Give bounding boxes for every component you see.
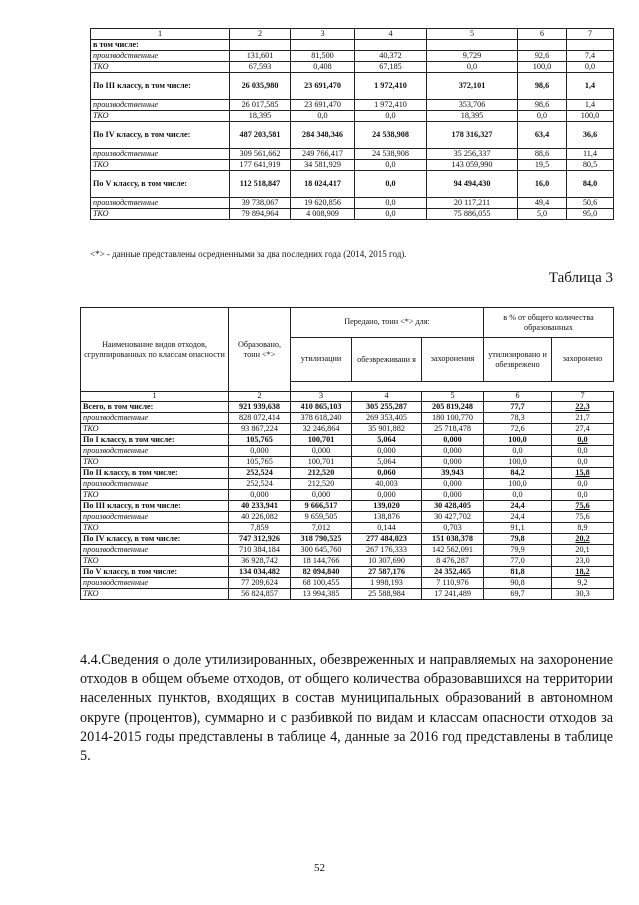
table-cell: 0,0 bbox=[552, 457, 614, 468]
table-cell: 20,2 bbox=[552, 534, 614, 545]
row-label: производственные bbox=[91, 100, 230, 111]
col-head-neutral: обезвреживани я bbox=[352, 338, 422, 382]
column-number: 4 bbox=[352, 392, 422, 402]
table-cell: 7 110,976 bbox=[422, 578, 484, 589]
table-cell: 27,4 bbox=[552, 424, 614, 435]
table-cell: 11,4 bbox=[567, 149, 614, 160]
table-cell: 0,000 bbox=[422, 457, 484, 468]
table-cell: 0,0 bbox=[552, 479, 614, 490]
table-cell: 828 072,414 bbox=[229, 413, 291, 424]
table-cell: 5,064 bbox=[352, 457, 422, 468]
row-label: По V классу, в том числе: bbox=[81, 567, 229, 578]
row-label: Всего, в том числе: bbox=[81, 402, 229, 413]
column-number: 7 bbox=[567, 29, 614, 40]
table-cell: 4 008,909 bbox=[291, 209, 355, 220]
table-cell: 22,3 bbox=[552, 402, 614, 413]
row-label: ТКО bbox=[81, 424, 229, 435]
table-cell: 72,6 bbox=[484, 424, 552, 435]
table-cell: 49,4 bbox=[518, 198, 567, 209]
table-row bbox=[91, 209, 614, 220]
table-cell: 39,943 bbox=[422, 468, 484, 479]
table-cell: 0,0 bbox=[355, 198, 427, 209]
table-cell: 34 581,929 bbox=[291, 160, 355, 171]
column-number: 5 bbox=[422, 392, 484, 402]
table-cell: 95,0 bbox=[567, 209, 614, 220]
table-cell: 16,0 bbox=[518, 171, 567, 198]
table-cell: 0,0 bbox=[484, 490, 552, 501]
row-label: производственные bbox=[81, 413, 229, 424]
table-cell: 284 348,346 bbox=[291, 122, 355, 149]
table-row bbox=[81, 556, 614, 567]
table-cell: 80,5 bbox=[567, 160, 614, 171]
col-head-formed: Образовано, тонн <*> bbox=[229, 308, 291, 392]
table-cell: 9,2 bbox=[552, 578, 614, 589]
table-cell: 318 790,525 bbox=[291, 534, 352, 545]
column-number: 1 bbox=[81, 392, 229, 402]
column-number: 6 bbox=[484, 392, 552, 402]
table-cell: 9,729 bbox=[427, 51, 518, 62]
table-row bbox=[81, 435, 614, 446]
table-row bbox=[81, 413, 614, 424]
table-cell: 90,8 bbox=[484, 578, 552, 589]
table-cell: 75,6 bbox=[552, 512, 614, 523]
table-cell: 84,0 bbox=[567, 171, 614, 198]
table-row bbox=[81, 457, 614, 468]
table-cell: 134 034,482 bbox=[229, 567, 291, 578]
table-cell: 24,4 bbox=[484, 512, 552, 523]
table-row bbox=[81, 523, 614, 534]
table-cell bbox=[291, 40, 355, 51]
table-header-row bbox=[91, 29, 614, 40]
table-row bbox=[91, 171, 614, 198]
table-cell: 81,500 bbox=[291, 51, 355, 62]
row-label: производственные bbox=[81, 545, 229, 556]
row-label: По IV классу, в том числе: bbox=[91, 122, 230, 149]
table-row bbox=[91, 73, 614, 100]
column-number: 3 bbox=[291, 29, 355, 40]
col-head-pct-util: утилизировано и обезврежено bbox=[484, 338, 552, 382]
table-cell: 67,185 bbox=[355, 62, 427, 73]
table-cell: 0,0 bbox=[355, 209, 427, 220]
row-label: ТКО bbox=[81, 490, 229, 501]
table-cell: 143 059,990 bbox=[427, 160, 518, 171]
table-row bbox=[91, 198, 614, 209]
column-number: 2 bbox=[230, 29, 291, 40]
table-cell: 35 256,337 bbox=[427, 149, 518, 160]
table-cell: 67,593 bbox=[230, 62, 291, 73]
col-head-name: Наименование видов отходов, сгруппированных по классам опасности bbox=[81, 308, 229, 392]
table-cell: 0,000 bbox=[352, 446, 422, 457]
table-cell: 0,000 bbox=[422, 479, 484, 490]
table-cell: 309 561,662 bbox=[230, 149, 291, 160]
table-cell: 100,701 bbox=[291, 435, 352, 446]
row-label: ТКО bbox=[81, 457, 229, 468]
table-cell: 267 176,333 bbox=[352, 545, 422, 556]
table-cell: 0,0 bbox=[484, 446, 552, 457]
table-cell: 0,0 bbox=[552, 446, 614, 457]
table-cell: 24,4 bbox=[484, 501, 552, 512]
row-label: ТКО bbox=[91, 111, 230, 122]
row-label: производственные bbox=[81, 479, 229, 490]
table-cell: 112 518,847 bbox=[230, 171, 291, 198]
row-label: По III классу, в том числе: bbox=[81, 501, 229, 512]
table-cell: 100,0 bbox=[484, 457, 552, 468]
table-cell: 24 352,465 bbox=[422, 567, 484, 578]
section-paragraph: 4.4.Сведения о доле утилизированных, обезвреженных и направляемых на захоронение отходов в общем объеме отходов, от общего количества образовавшихся на территории населенных пунктов, входящих в состав муниципальных образований в автономном округе (процентов), суммарно и с разбивкой по видам и классам опасности отходов за 2014-2015 годы представлены в таблице 4, данные за 2016 год представлены в таблице 5. bbox=[80, 652, 613, 765]
table-cell: 1 972,410 bbox=[355, 73, 427, 100]
table-cell: 178 316,327 bbox=[427, 122, 518, 149]
table-cell: 0,000 bbox=[229, 446, 291, 457]
table-cell: 249 766,417 bbox=[291, 149, 355, 160]
table-cell: 105,765 bbox=[229, 435, 291, 446]
table-row bbox=[81, 402, 614, 413]
table-cell: 487 203,581 bbox=[230, 122, 291, 149]
table-cell: 0,000 bbox=[422, 490, 484, 501]
table-cell: 19,5 bbox=[518, 160, 567, 171]
table-cell bbox=[427, 40, 518, 51]
row-label: По II классу, в том числе: bbox=[81, 468, 229, 479]
table-cell: 94 494,430 bbox=[427, 171, 518, 198]
table-cell: 78,3 bbox=[484, 413, 552, 424]
table-cell: 32 246,864 bbox=[291, 424, 352, 435]
table-cell: 84,2 bbox=[484, 468, 552, 479]
table-cell: 24 538,908 bbox=[355, 122, 427, 149]
table-cell: 212,520 bbox=[291, 479, 352, 490]
table-cell: 77 209,624 bbox=[229, 578, 291, 589]
table-cell: 27 587,176 bbox=[352, 567, 422, 578]
row-label: ТКО bbox=[91, 160, 230, 171]
col-head-util: утилизации bbox=[291, 338, 352, 382]
table-number-row bbox=[81, 392, 614, 402]
col-head-percent: в % от общего количества образованных bbox=[484, 308, 614, 338]
table-cell: 23 691,470 bbox=[291, 73, 355, 100]
table-row bbox=[81, 567, 614, 578]
table-caption: Таблица 3 bbox=[548, 270, 613, 286]
table-cell: 30,3 bbox=[552, 589, 614, 600]
table-cell: 269 353,405 bbox=[352, 413, 422, 424]
table-cell: 0,0 bbox=[291, 111, 355, 122]
top-table bbox=[90, 28, 614, 220]
table-row bbox=[81, 589, 614, 600]
table-cell: 79 894,964 bbox=[230, 209, 291, 220]
table-3 bbox=[80, 307, 614, 600]
row-label: ТКО bbox=[91, 62, 230, 73]
table-cell: 100,0 bbox=[484, 479, 552, 490]
table-cell: 13 994,385 bbox=[291, 589, 352, 600]
row-label: производственные bbox=[81, 446, 229, 457]
table-cell: 75 886,055 bbox=[427, 209, 518, 220]
row-label: производственные bbox=[91, 198, 230, 209]
table-cell: 0,0 bbox=[552, 435, 614, 446]
table-cell: 0,144 bbox=[352, 523, 422, 534]
row-label: По IV классу, в том числе: bbox=[81, 534, 229, 545]
table-cell: 20 117,211 bbox=[427, 198, 518, 209]
table-row bbox=[81, 545, 614, 556]
table-cell: 1,4 bbox=[567, 100, 614, 111]
table-cell: 7,012 bbox=[291, 523, 352, 534]
table-cell: 0,000 bbox=[291, 490, 352, 501]
table-cell: 300 645,760 bbox=[291, 545, 352, 556]
table-cell: 138,876 bbox=[352, 512, 422, 523]
table-cell: 40,372 bbox=[355, 51, 427, 62]
table-cell: 0,0 bbox=[355, 160, 427, 171]
table-cell: 1,4 bbox=[567, 73, 614, 100]
table-cell: 77,0 bbox=[484, 556, 552, 567]
table-cell: 0,408 bbox=[291, 62, 355, 73]
table-cell: 39 738,067 bbox=[230, 198, 291, 209]
table-cell: 40,003 bbox=[352, 479, 422, 490]
table-cell: 180 100,770 bbox=[422, 413, 484, 424]
table-cell: 0,000 bbox=[291, 446, 352, 457]
table-cell: 82 094,840 bbox=[291, 567, 352, 578]
table-cell: 0,0 bbox=[355, 171, 427, 198]
table-cell: 40 233,941 bbox=[229, 501, 291, 512]
table-cell: 7,859 bbox=[229, 523, 291, 534]
table-cell bbox=[230, 40, 291, 51]
table-cell: 26 035,980 bbox=[230, 73, 291, 100]
row-label: По I классу, в том числе: bbox=[81, 435, 229, 446]
column-number: 6 bbox=[518, 29, 567, 40]
column-number: 1 bbox=[91, 29, 230, 40]
table-cell: 18,395 bbox=[230, 111, 291, 122]
table-cell: 0,0 bbox=[552, 490, 614, 501]
table-cell: 93 867,224 bbox=[229, 424, 291, 435]
table-cell: 100,701 bbox=[291, 457, 352, 468]
table-cell: 131,601 bbox=[230, 51, 291, 62]
table-cell bbox=[567, 40, 614, 51]
page-number: 52 bbox=[314, 862, 325, 874]
table-row bbox=[81, 534, 614, 545]
table-cell: 0,000 bbox=[422, 446, 484, 457]
table-cell: 40 226,082 bbox=[229, 512, 291, 523]
table-row bbox=[91, 111, 614, 122]
row-label: ТКО bbox=[91, 209, 230, 220]
col-head-transferred: Передано, тонн <*> для: bbox=[291, 308, 484, 338]
table-cell: 9 659,505 bbox=[291, 512, 352, 523]
table-cell: 98,6 bbox=[518, 73, 567, 100]
table-row bbox=[81, 468, 614, 479]
table-row bbox=[81, 512, 614, 523]
table-cell: 23 691,470 bbox=[291, 100, 355, 111]
table-cell: 252,524 bbox=[229, 468, 291, 479]
table-cell: 79,8 bbox=[484, 534, 552, 545]
table-cell: 69,7 bbox=[484, 589, 552, 600]
table-cell: 100,0 bbox=[567, 111, 614, 122]
table-cell: 177 641,919 bbox=[230, 160, 291, 171]
row-label: По V классу, в том числе: bbox=[91, 171, 230, 198]
table-cell: 10 307,690 bbox=[352, 556, 422, 567]
row-label: ТКО bbox=[81, 589, 229, 600]
row-label: производственные bbox=[81, 512, 229, 523]
table-cell: 0,0 bbox=[427, 62, 518, 73]
table-cell: 151 038,378 bbox=[422, 534, 484, 545]
row-label: ТКО bbox=[81, 523, 229, 534]
table-row bbox=[91, 40, 614, 51]
col-head-pct-burial: захоронено bbox=[552, 338, 614, 382]
table-cell: 98,6 bbox=[518, 100, 567, 111]
table-cell: 24 538,908 bbox=[355, 149, 427, 160]
table-cell: 747 312,926 bbox=[229, 534, 291, 545]
col-head-burial: захоронения bbox=[422, 338, 484, 382]
table-cell: 252,524 bbox=[229, 479, 291, 490]
table-cell: 100,0 bbox=[518, 62, 567, 73]
column-number: 3 bbox=[291, 392, 352, 402]
table-cell: 36,6 bbox=[567, 122, 614, 149]
table-cell: 79,9 bbox=[484, 545, 552, 556]
table-cell: 0,0 bbox=[355, 111, 427, 122]
column-number: 5 bbox=[427, 29, 518, 40]
table-row bbox=[81, 490, 614, 501]
table-cell: 88,6 bbox=[518, 149, 567, 160]
table-cell: 77,7 bbox=[484, 402, 552, 413]
row-label: По III классу, в том числе: bbox=[91, 73, 230, 100]
column-number: 4 bbox=[355, 29, 427, 40]
table-cell: 710 384,184 bbox=[229, 545, 291, 556]
table-cell: 91,1 bbox=[484, 523, 552, 534]
table-cell: 18 144,766 bbox=[291, 556, 352, 567]
row-label: производственные bbox=[91, 51, 230, 62]
table-cell: 921 939,638 bbox=[229, 402, 291, 413]
table-cell: 18,395 bbox=[427, 111, 518, 122]
table-cell: 25 588,984 bbox=[352, 589, 422, 600]
table-cell: 105,765 bbox=[229, 457, 291, 468]
table-cell: 5,0 bbox=[518, 209, 567, 220]
table-cell: 9 666,517 bbox=[291, 501, 352, 512]
table-cell: 21,7 bbox=[552, 413, 614, 424]
table-cell bbox=[518, 40, 567, 51]
table-cell: 378 618,240 bbox=[291, 413, 352, 424]
table-cell: 23,0 bbox=[552, 556, 614, 567]
table-cell: 0,0 bbox=[567, 62, 614, 73]
table-row bbox=[81, 578, 614, 589]
table-cell: 212,520 bbox=[291, 468, 352, 479]
footnote: <*> - данные представлены осредненными за два последних года (2014, 2015 год). bbox=[90, 249, 407, 259]
table-cell: 0,703 bbox=[422, 523, 484, 534]
table-cell: 30 427,702 bbox=[422, 512, 484, 523]
table-cell: 26 017,585 bbox=[230, 100, 291, 111]
column-number: 7 bbox=[552, 392, 614, 402]
table-cell: 8 476,287 bbox=[422, 556, 484, 567]
table-cell: 68 100,455 bbox=[291, 578, 352, 589]
table-cell: 18 024,417 bbox=[291, 171, 355, 198]
table-cell: 0,000 bbox=[422, 435, 484, 446]
column-number: 2 bbox=[229, 392, 291, 402]
table-cell: 50,6 bbox=[567, 198, 614, 209]
table-row bbox=[81, 446, 614, 457]
table-cell: 7,4 bbox=[567, 51, 614, 62]
table-cell: 75,6 bbox=[552, 501, 614, 512]
table-row bbox=[91, 149, 614, 160]
table-cell: 81,8 bbox=[484, 567, 552, 578]
table-row bbox=[91, 122, 614, 149]
table-cell: 0,0 bbox=[518, 111, 567, 122]
table-cell: 139,020 bbox=[352, 501, 422, 512]
row-label: производственные bbox=[91, 149, 230, 160]
table-cell: 19 620,856 bbox=[291, 198, 355, 209]
table-row bbox=[81, 424, 614, 435]
table-cell: 36 928,742 bbox=[229, 556, 291, 567]
table-cell: 5,064 bbox=[352, 435, 422, 446]
table-row bbox=[91, 51, 614, 62]
table-cell: 1 972,410 bbox=[355, 100, 427, 111]
table-cell: 0,060 bbox=[352, 468, 422, 479]
table-row bbox=[81, 501, 614, 512]
table-cell: 25 718,478 bbox=[422, 424, 484, 435]
table-row bbox=[91, 62, 614, 73]
table-cell: 205 819,248 bbox=[422, 402, 484, 413]
table-cell: 353,706 bbox=[427, 100, 518, 111]
table-cell: 277 484,023 bbox=[352, 534, 422, 545]
table-row bbox=[81, 479, 614, 490]
table-row bbox=[91, 100, 614, 111]
table-row bbox=[91, 160, 614, 171]
table-cell: 0,000 bbox=[229, 490, 291, 501]
table-cell: 142 562,091 bbox=[422, 545, 484, 556]
table-cell: 8,9 bbox=[552, 523, 614, 534]
table-cell bbox=[355, 40, 427, 51]
table-cell: 92,6 bbox=[518, 51, 567, 62]
table-cell: 30 428,405 bbox=[422, 501, 484, 512]
table-cell: 100,0 bbox=[484, 435, 552, 446]
table-cell: 20,1 bbox=[552, 545, 614, 556]
row-label: в том числе: bbox=[91, 40, 230, 51]
table-cell: 56 824,857 bbox=[229, 589, 291, 600]
table-cell: 0,000 bbox=[352, 490, 422, 501]
table-cell: 17 241,489 bbox=[422, 589, 484, 600]
table-cell: 372,101 bbox=[427, 73, 518, 100]
table-cell: 1 998,193 bbox=[352, 578, 422, 589]
table-cell: 15,8 bbox=[552, 468, 614, 479]
table-cell: 305 255,287 bbox=[352, 402, 422, 413]
table-cell: 410 865,103 bbox=[291, 402, 352, 413]
table-cell: 63,4 bbox=[518, 122, 567, 149]
table-cell: 18,2 bbox=[552, 567, 614, 578]
table-cell: 35 901,882 bbox=[352, 424, 422, 435]
row-label: производственные bbox=[81, 578, 229, 589]
row-label: ТКО bbox=[81, 556, 229, 567]
